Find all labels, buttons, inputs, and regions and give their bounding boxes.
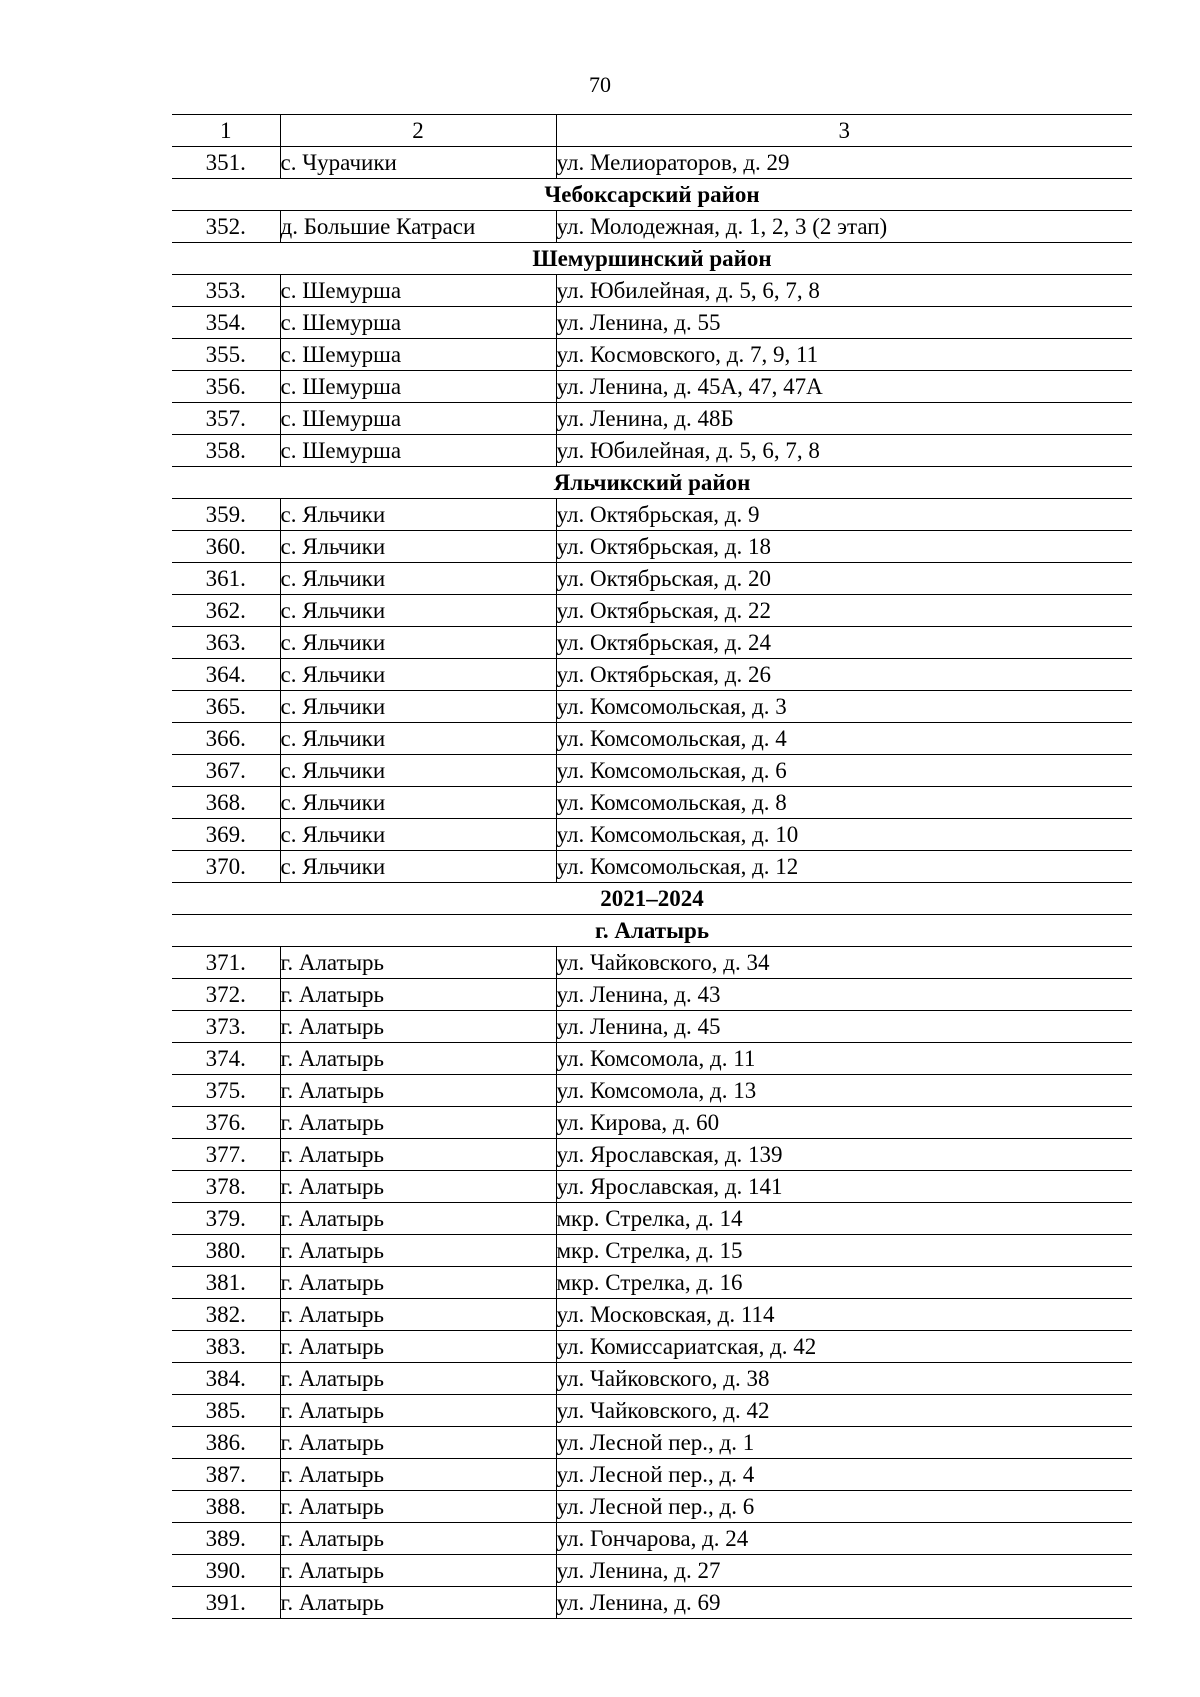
settlement-cell: с. Шемурша	[280, 435, 556, 467]
table-row	[172, 531, 1132, 563]
address-cell: мкр. Стрелка, д. 14	[556, 1203, 1132, 1235]
address-cell: ул. Юбилейная, д. 5, 6, 7, 8	[556, 435, 1132, 467]
table-row	[172, 1523, 1132, 1555]
table-row	[172, 339, 1132, 371]
settlement-cell: г. Алатырь	[280, 947, 556, 979]
address-cell: ул. Ленина, д. 69	[556, 1587, 1132, 1619]
address-cell: ул. Ленина, д. 27	[556, 1555, 1132, 1587]
table-row	[172, 1075, 1132, 1107]
section-heading-row	[172, 243, 1132, 275]
address-cell: ул. Октябрьская, д. 26	[556, 659, 1132, 691]
table-row	[172, 1139, 1132, 1171]
row-number-cell: 361.	[172, 563, 280, 595]
address-cell: ул. Мелиораторов, д. 29	[556, 147, 1132, 179]
row-number-cell: 373.	[172, 1011, 280, 1043]
table-row	[172, 1203, 1132, 1235]
table-row	[172, 1363, 1132, 1395]
address-cell: ул. Комиссариатская, д. 42	[556, 1331, 1132, 1363]
settlement-cell: г. Алатырь	[280, 1587, 556, 1619]
address-cell: ул. Ленина, д. 48Б	[556, 403, 1132, 435]
table-row	[172, 1459, 1132, 1491]
settlement-cell: г. Алатырь	[280, 1203, 556, 1235]
table-row	[172, 563, 1132, 595]
settlement-cell: г. Алатырь	[280, 1427, 556, 1459]
address-cell: ул. Лесной пер., д. 1	[556, 1427, 1132, 1459]
settlement-cell: г. Алатырь	[280, 1235, 556, 1267]
address-cell: ул. Октябрьская, д. 24	[556, 627, 1132, 659]
address-cell: ул. Комсомольская, д. 10	[556, 819, 1132, 851]
settlement-cell: с. Яльчики	[280, 563, 556, 595]
address-cell: ул. Гончарова, д. 24	[556, 1523, 1132, 1555]
row-number-cell: 370.	[172, 851, 280, 883]
address-cell: ул. Ярославская, д. 141	[556, 1171, 1132, 1203]
settlement-cell: с. Яльчики	[280, 787, 556, 819]
settlement-cell: г. Алатырь	[280, 1107, 556, 1139]
row-number-cell: 365.	[172, 691, 280, 723]
settlement-cell: с. Шемурша	[280, 371, 556, 403]
row-number-cell: 367.	[172, 755, 280, 787]
address-cell: ул. Чайковского, д. 38	[556, 1363, 1132, 1395]
address-cell: ул. Молодежная, д. 1, 2, 3 (2 этап)	[556, 211, 1132, 243]
address-cell: мкр. Стрелка, д. 16	[556, 1267, 1132, 1299]
row-number-cell: 362.	[172, 595, 280, 627]
settlement-cell: г. Алатырь	[280, 1363, 556, 1395]
table-row	[172, 1011, 1132, 1043]
row-number-cell: 390.	[172, 1555, 280, 1587]
address-cell: ул. Комсомольская, д. 4	[556, 723, 1132, 755]
row-number-cell: 358.	[172, 435, 280, 467]
table-row	[172, 627, 1132, 659]
settlement-cell: с. Яльчики	[280, 531, 556, 563]
table-row	[172, 1555, 1132, 1587]
row-number-cell: 357.	[172, 403, 280, 435]
settlement-cell: с. Яльчики	[280, 755, 556, 787]
settlement-cell: г. Алатырь	[280, 1491, 556, 1523]
address-cell: ул. Чайковского, д. 42	[556, 1395, 1132, 1427]
address-cell: ул. Комсомольская, д. 8	[556, 787, 1132, 819]
section-heading: 2021–2024	[172, 883, 1132, 915]
row-number-cell: 351.	[172, 147, 280, 179]
section-heading: Шемуршинский район	[172, 243, 1132, 275]
table-row	[172, 1331, 1132, 1363]
row-number-cell: 364.	[172, 659, 280, 691]
row-number-cell: 356.	[172, 371, 280, 403]
row-number-cell: 368.	[172, 787, 280, 819]
table-row	[172, 307, 1132, 339]
table-row	[172, 723, 1132, 755]
row-number-cell: 377.	[172, 1139, 280, 1171]
settlement-cell: с. Яльчики	[280, 691, 556, 723]
settlement-cell: с. Яльчики	[280, 851, 556, 883]
settlement-cell: г. Алатырь	[280, 1011, 556, 1043]
row-number-cell: 366.	[172, 723, 280, 755]
table-row	[172, 851, 1132, 883]
address-cell: ул. Комсомола, д. 13	[556, 1075, 1132, 1107]
table-row	[172, 595, 1132, 627]
page-number: 70	[589, 72, 611, 97]
row-number-cell: 380.	[172, 1235, 280, 1267]
settlement-cell: г. Алатырь	[280, 979, 556, 1011]
housing-registry-table	[172, 114, 1132, 1619]
column-header-3: 3	[556, 115, 1132, 147]
settlement-cell: с. Яльчики	[280, 595, 556, 627]
table-row	[172, 499, 1132, 531]
settlement-cell: г. Алатырь	[280, 1171, 556, 1203]
section-heading-row	[172, 883, 1132, 915]
settlement-cell: г. Алатырь	[280, 1523, 556, 1555]
address-cell: ул. Лесной пер., д. 6	[556, 1491, 1132, 1523]
settlement-cell: г. Алатырь	[280, 1043, 556, 1075]
row-number-cell: 360.	[172, 531, 280, 563]
settlement-cell: г. Алатырь	[280, 1459, 556, 1491]
address-cell: ул. Ленина, д. 45	[556, 1011, 1132, 1043]
address-cell: ул. Октябрьская, д. 22	[556, 595, 1132, 627]
row-number-cell: 387.	[172, 1459, 280, 1491]
table-row	[172, 147, 1132, 179]
settlement-cell: с. Чурачики	[280, 147, 556, 179]
section-heading: Яльчикский район	[172, 467, 1132, 499]
row-number-cell: 359.	[172, 499, 280, 531]
settlement-cell: г. Алатырь	[280, 1395, 556, 1427]
row-number-cell: 375.	[172, 1075, 280, 1107]
address-cell: ул. Чайковского, д. 34	[556, 947, 1132, 979]
table-row	[172, 659, 1132, 691]
table-row	[172, 1427, 1132, 1459]
row-number-cell: 371.	[172, 947, 280, 979]
table-row	[172, 979, 1132, 1011]
table-row	[172, 1267, 1132, 1299]
row-number-cell: 369.	[172, 819, 280, 851]
settlement-cell: г. Алатырь	[280, 1267, 556, 1299]
section-heading: г. Алатырь	[172, 915, 1132, 947]
settlement-cell: с. Яльчики	[280, 819, 556, 851]
table-row	[172, 435, 1132, 467]
row-number-cell: 382.	[172, 1299, 280, 1331]
table-row	[172, 947, 1132, 979]
row-number-cell: 354.	[172, 307, 280, 339]
address-cell: ул. Ленина, д. 45А, 47, 47А	[556, 371, 1132, 403]
column-number-header-row	[172, 115, 1132, 147]
address-cell: ул. Московская, д. 114	[556, 1299, 1132, 1331]
address-cell: ул. Ленина, д. 55	[556, 307, 1132, 339]
address-cell: мкр. Стрелка, д. 15	[556, 1235, 1132, 1267]
address-cell: ул. Ярославская, д. 139	[556, 1139, 1132, 1171]
address-cell: ул. Комсомола, д. 11	[556, 1043, 1132, 1075]
row-number-cell: 353.	[172, 275, 280, 307]
row-number-cell: 372.	[172, 979, 280, 1011]
address-cell: ул. Октябрьская, д. 18	[556, 531, 1132, 563]
settlement-cell: с. Яльчики	[280, 723, 556, 755]
address-cell: ул. Космовского, д. 7, 9, 11	[556, 339, 1132, 371]
address-cell: ул. Ленина, д. 43	[556, 979, 1132, 1011]
table-row	[172, 1107, 1132, 1139]
table-row	[172, 1043, 1132, 1075]
address-cell: ул. Комсомольская, д. 6	[556, 755, 1132, 787]
table-row	[172, 211, 1132, 243]
table-row	[172, 371, 1132, 403]
table-row	[172, 787, 1132, 819]
row-number-cell: 385.	[172, 1395, 280, 1427]
section-heading-row	[172, 179, 1132, 211]
address-cell: ул. Комсомольская, д. 3	[556, 691, 1132, 723]
table-row	[172, 1587, 1132, 1619]
row-number-cell: 388.	[172, 1491, 280, 1523]
address-cell: ул. Кирова, д. 60	[556, 1107, 1132, 1139]
settlement-cell: с. Шемурша	[280, 275, 556, 307]
settlement-cell: г. Алатырь	[280, 1555, 556, 1587]
row-number-cell: 379.	[172, 1203, 280, 1235]
settlement-cell: с. Яльчики	[280, 627, 556, 659]
address-cell: ул. Октябрьская, д. 9	[556, 499, 1132, 531]
settlement-cell: с. Шемурша	[280, 339, 556, 371]
section-heading-row	[172, 915, 1132, 947]
table-row	[172, 1171, 1132, 1203]
table-row	[172, 1235, 1132, 1267]
row-number-cell: 363.	[172, 627, 280, 659]
settlement-cell: д. Большие Катраси	[280, 211, 556, 243]
settlement-cell: г. Алатырь	[280, 1299, 556, 1331]
table-row	[172, 691, 1132, 723]
settlement-cell: с. Яльчики	[280, 659, 556, 691]
table-row	[172, 1491, 1132, 1523]
row-number-cell: 376.	[172, 1107, 280, 1139]
settlement-cell: г. Алатырь	[280, 1331, 556, 1363]
row-number-cell: 352.	[172, 211, 280, 243]
settlement-cell: г. Алатырь	[280, 1139, 556, 1171]
table-row	[172, 1395, 1132, 1427]
table-body	[172, 115, 1132, 1619]
column-header-2: 2	[280, 115, 556, 147]
table-row	[172, 819, 1132, 851]
address-cell: ул. Лесной пер., д. 4	[556, 1459, 1132, 1491]
row-number-cell: 374.	[172, 1043, 280, 1075]
settlement-cell: с. Шемурша	[280, 307, 556, 339]
row-number-cell: 383.	[172, 1331, 280, 1363]
column-header-1: 1	[172, 115, 280, 147]
settlement-cell: с. Шемурша	[280, 403, 556, 435]
table-row	[172, 403, 1132, 435]
table-row	[172, 275, 1132, 307]
settlement-cell: с. Яльчики	[280, 499, 556, 531]
row-number-cell: 355.	[172, 339, 280, 371]
row-number-cell: 381.	[172, 1267, 280, 1299]
row-number-cell: 389.	[172, 1523, 280, 1555]
settlement-cell: г. Алатырь	[280, 1075, 556, 1107]
row-number-cell: 378.	[172, 1171, 280, 1203]
section-heading: Чебоксарский район	[172, 179, 1132, 211]
address-cell: ул. Октябрьская, д. 20	[556, 563, 1132, 595]
address-cell: ул. Комсомольская, д. 12	[556, 851, 1132, 883]
address-cell: ул. Юбилейная, д. 5, 6, 7, 8	[556, 275, 1132, 307]
table-row	[172, 755, 1132, 787]
table-row	[172, 1299, 1132, 1331]
row-number-cell: 384.	[172, 1363, 280, 1395]
row-number-cell: 386.	[172, 1427, 280, 1459]
section-heading-row	[172, 467, 1132, 499]
row-number-cell: 391.	[172, 1587, 280, 1619]
